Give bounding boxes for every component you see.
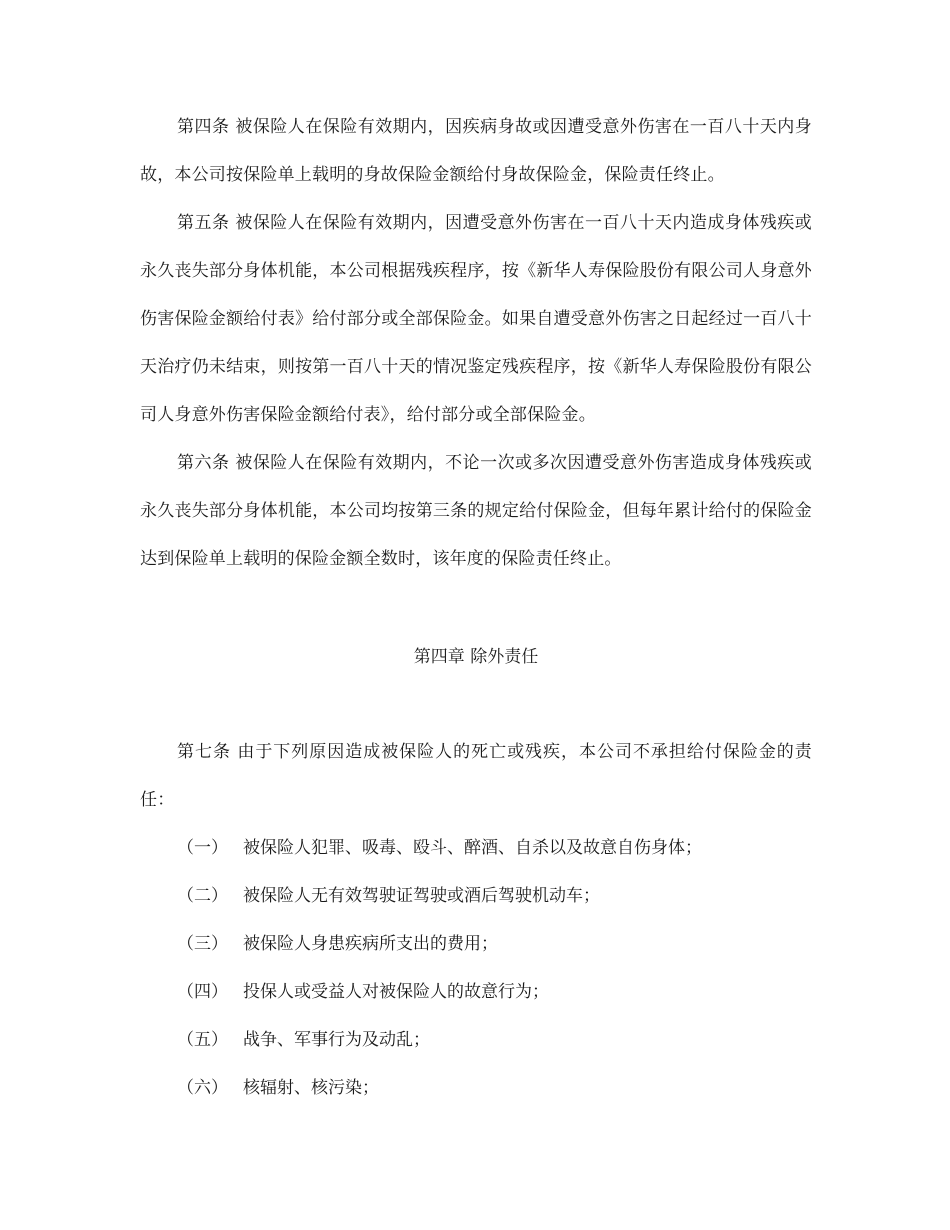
- exclusion-text: 核辐射、核污染；: [243, 1078, 379, 1098]
- exclusion-item: [177, 824, 817, 872]
- exclusion-item: [177, 968, 817, 1016]
- exclusion-text: 战争、军事行为及动乱；: [243, 1030, 430, 1050]
- article-5-paragraph: 第五条 被保险人在保险有效期内，因遭受意外伤害在一百八十天内造成身体残疾或永久丧失部分身体机能，本公司根据残疾程序，按《新华人寿保险股份有限公司人身意外伤害保险金额给付表》给付部分或全部保险金。如果自遭受意外伤害之日起经过一百八十天治疗仍未结束，则按第一百八十天的情况鉴定残疾程序，按《新华人寿保险股份有限公司人身意外伤害保险金额给付表》，给付部分或全部保险金。: [140, 213, 812, 425]
- exclusion-number: （一）: [177, 838, 228, 858]
- exclusion-item: [177, 920, 817, 968]
- exclusion-text: 投保人或受益人对被保险人的故意行为；: [243, 982, 549, 1002]
- chapter-4-title: 第四章 除外责任: [413, 647, 539, 667]
- exclusion-item: [177, 872, 817, 920]
- article-4-paragraph: 第四条 被保险人在保险有效期内，因疾病身故或因遭受意外伤害在一百八十天内身故，本公司按保险单上载明的身故保险金额给付身故保险金，保险责任终止。: [140, 117, 812, 185]
- article-6-paragraph: 第六条 被保险人在保险有效期内，不论一次或多次因遭受意外伤害造成身体残疾或永久丧失部分身体机能，本公司均按第三条的规定给付保险金，但每年累计给付的保险金达到保险单上载明的保险金额全数时，该年度的保险责任终止。: [140, 453, 812, 569]
- exclusion-number: （三）: [177, 934, 228, 954]
- exclusion-item: [177, 1064, 817, 1112]
- exclusion-number: （二）: [177, 886, 228, 906]
- exclusion-text: 被保险人身患疾病所支出的费用；: [243, 934, 498, 954]
- exclusion-number: （六）: [177, 1078, 228, 1098]
- article-7-paragraph: 第七条 由于下列原因造成被保险人的死亡或残疾，本公司不承担给付保险金的责任：: [140, 742, 812, 810]
- exclusion-number: （四）: [177, 982, 228, 1002]
- exclusion-item: [177, 1016, 817, 1064]
- exclusion-number: （五）: [177, 1030, 228, 1050]
- exclusion-text: 被保险人无有效驾驶证驾驶或酒后驾驶机动车；: [243, 886, 600, 906]
- exclusion-text: 被保险人犯罪、吸毒、殴斗、醉酒、自杀以及故意自伤身体；: [243, 838, 702, 858]
